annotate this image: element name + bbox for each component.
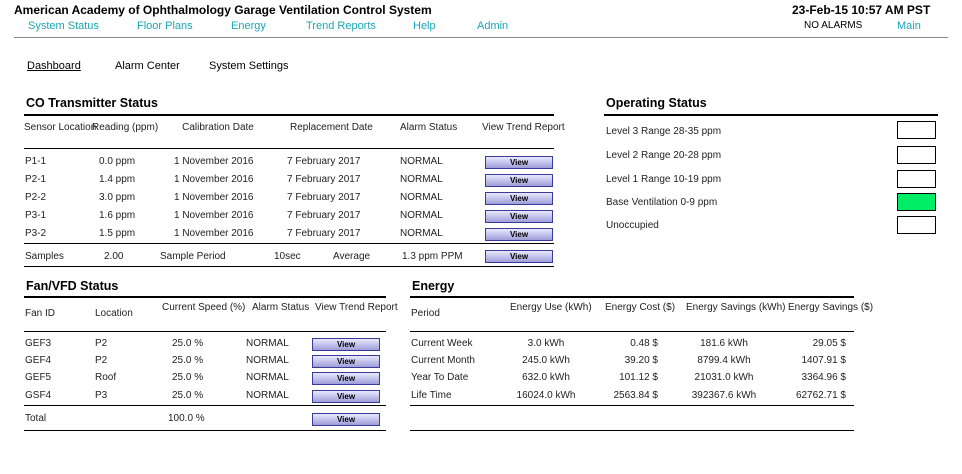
- operating-level3-indicator: [897, 121, 936, 139]
- co-bottom-rule: [24, 266, 554, 267]
- energy-savings-dollars: 29.05 $: [812, 338, 846, 349]
- nav-energy[interactable]: Energy: [231, 20, 266, 32]
- nav-admin[interactable]: Admin: [477, 20, 509, 32]
- co-header-sensor: Sensor Location: [24, 122, 97, 133]
- energy-period: Current Month: [411, 355, 475, 366]
- fan-alarm: NORMAL: [246, 355, 289, 366]
- energy-savings-dollars: 62762.71 $: [795, 390, 846, 401]
- co-view-button[interactable]: View: [485, 156, 553, 169]
- fan-id: GSF4: [25, 390, 52, 401]
- fan-id: GEF3: [25, 338, 52, 349]
- alarm-status[interactable]: NO ALARMS: [804, 20, 863, 31]
- fan-section-title: Fan/VFD Status: [26, 279, 119, 293]
- fan-total-rule: [24, 405, 386, 406]
- co-sensor: P3-1: [25, 210, 47, 221]
- energy-header-cost: Energy Cost ($): [605, 302, 676, 313]
- operating-base-label: Base Ventilation 0-9 ppm: [606, 197, 718, 208]
- fan-location: Roof: [95, 372, 117, 383]
- energy-savings-dollars: 3364.96 $: [801, 372, 846, 383]
- co-header-calibration: Calibration Date: [182, 122, 254, 133]
- co-samples-value: 2.00: [104, 251, 124, 262]
- co-summary-rule: [24, 243, 554, 244]
- fan-alarm: NORMAL: [246, 338, 289, 349]
- fan-id: GEF5: [25, 372, 52, 383]
- co-alarm: NORMAL: [400, 174, 443, 185]
- operating-level2-label: Level 2 Range 20-28 ppm: [606, 150, 722, 161]
- co-calibration: 1 November 2016: [174, 156, 254, 167]
- fan-location: P3: [95, 390, 108, 401]
- energy-header-savings-dollars: Energy Savings ($): [788, 302, 874, 313]
- co-sensor: P3-2: [25, 228, 47, 239]
- energy-cost: 2563.84 $: [613, 390, 658, 401]
- fan-total-view-button[interactable]: View: [312, 413, 380, 426]
- co-view-button[interactable]: View: [485, 228, 553, 241]
- co-header-trend: View Trend Report: [482, 122, 565, 133]
- co-calibration: 1 November 2016: [174, 228, 254, 239]
- energy-cost: 101.12 $: [619, 372, 658, 383]
- nav-help[interactable]: Help: [413, 20, 436, 32]
- fan-header-id: Fan ID: [25, 308, 56, 319]
- energy-section-title: Energy: [412, 279, 455, 293]
- fan-speed: 25.0 %: [172, 372, 204, 383]
- energy-use: 3.0 kWh: [527, 338, 565, 349]
- fan-alarm: NORMAL: [246, 372, 289, 383]
- fan-speed: 25.0 %: [172, 355, 204, 366]
- fan-view-button[interactable]: View: [312, 390, 380, 403]
- co-average-label: Average: [333, 251, 371, 262]
- energy-savings-kwh: 181.6 kWh: [700, 338, 748, 349]
- co-alarm: NORMAL: [400, 210, 443, 221]
- co-sample-period-label: Sample Period: [160, 251, 226, 262]
- co-replacement: 7 February 2017: [287, 174, 361, 185]
- co-replacement: 7 February 2017: [287, 210, 361, 221]
- co-replacement: 7 February 2017: [287, 156, 361, 167]
- header-divider: [14, 37, 948, 38]
- energy-use: 632.0 kWh: [522, 372, 570, 383]
- co-average-value: 1.3 ppm PPM: [402, 251, 463, 262]
- fan-alarm: NORMAL: [246, 390, 289, 401]
- co-reading: 1.5 ppm: [99, 228, 136, 239]
- energy-use: 245.0 kWh: [522, 355, 570, 366]
- energy-mid-rule: [410, 405, 854, 406]
- energy-cost: 39.20 $: [624, 355, 658, 366]
- energy-savings-kwh: 8799.4 kWh: [697, 355, 751, 366]
- co-samples-label: Samples: [25, 251, 64, 262]
- energy-cost: 0.48 $: [630, 338, 658, 349]
- operating-base-indicator: [897, 193, 936, 211]
- energy-header-savings-kwh: Energy Savings (kWh): [686, 302, 786, 313]
- co-alarm: NORMAL: [400, 156, 443, 167]
- operating-top-rule: [604, 114, 938, 116]
- operating-level3-label: Level 3 Range 28-35 ppm: [606, 126, 722, 137]
- nav-floor-plans[interactable]: Floor Plans: [137, 20, 193, 32]
- fan-total-label: Total: [25, 413, 47, 424]
- operating-level1-label: Level 1 Range 10-19 ppm: [606, 174, 722, 185]
- nav-system-status[interactable]: System Status: [28, 20, 99, 32]
- fan-view-button[interactable]: View: [312, 338, 380, 351]
- co-section-title: CO Transmitter Status: [26, 96, 158, 110]
- energy-savings-kwh: 392367.6 kWh: [691, 390, 757, 401]
- co-calibration: 1 November 2016: [174, 210, 254, 221]
- co-header-reading: Reading (ppm): [92, 122, 159, 133]
- fan-header-trend: View Trend Report: [315, 302, 398, 313]
- fan-header-alarm: Alarm Status: [252, 302, 310, 313]
- co-header-alarm: Alarm Status: [400, 122, 458, 133]
- co-calibration: 1 November 2016: [174, 192, 254, 203]
- operating-unoccupied-label: Unoccupied: [606, 220, 659, 231]
- fan-header-rule: [24, 331, 386, 332]
- nav-main[interactable]: Main: [897, 20, 921, 32]
- energy-header-use: Energy Use (kWh): [510, 302, 592, 313]
- energy-header-rule: [410, 331, 854, 332]
- fan-total-value: 100.0 %: [168, 413, 205, 424]
- energy-period: Life Time: [411, 390, 452, 401]
- fan-location: P2: [95, 338, 108, 349]
- co-replacement: 7 February 2017: [287, 192, 361, 203]
- energy-bottom-rule: [410, 430, 854, 431]
- subnav-system-settings[interactable]: System Settings: [209, 60, 289, 72]
- energy-period: Current Week: [411, 338, 473, 349]
- fan-view-button[interactable]: View: [312, 355, 380, 368]
- co-calibration: 1 November 2016: [174, 174, 254, 185]
- page-title: American Academy of Ophthalmology Garage Ventilation Control System: [14, 3, 432, 17]
- co-alarm: NORMAL: [400, 192, 443, 203]
- nav-trend-reports[interactable]: Trend Reports: [306, 20, 376, 32]
- operating-level1-indicator: [897, 170, 936, 188]
- subnav-alarm-center[interactable]: Alarm Center: [115, 60, 180, 72]
- fan-speed: 25.0 %: [172, 338, 204, 349]
- co-sensor: P1-1: [25, 156, 47, 167]
- co-view-button[interactable]: View: [485, 192, 553, 205]
- energy-use: 16024.0 kWh: [516, 390, 576, 401]
- co-view-button[interactable]: View: [485, 174, 553, 187]
- energy-period: Year To Date: [411, 372, 469, 383]
- co-top-rule: [24, 114, 554, 116]
- fan-header-location: Location: [95, 308, 133, 319]
- energy-savings-dollars: 1407.91 $: [801, 355, 846, 366]
- operating-section-title: Operating Status: [606, 96, 707, 110]
- co-replacement: 7 February 2017: [287, 228, 361, 239]
- co-header-rule: [24, 148, 554, 149]
- operating-level2-indicator: [897, 146, 936, 164]
- fan-top-rule: [24, 296, 386, 298]
- fan-view-button[interactable]: View: [312, 372, 380, 385]
- co-view-button[interactable]: View: [485, 210, 553, 223]
- fan-speed: 25.0 %: [172, 390, 204, 401]
- energy-top-rule: [410, 296, 854, 298]
- co-reading: 3.0 ppm: [99, 192, 136, 203]
- fan-location: P2: [95, 355, 108, 366]
- energy-header-period: Period: [411, 308, 440, 319]
- fan-id: GEF4: [25, 355, 52, 366]
- co-sensor: P2-1: [25, 174, 47, 185]
- co-reading: 1.6 ppm: [99, 210, 136, 221]
- datetime: 23-Feb-15 10:57 AM PST: [792, 3, 931, 17]
- operating-unoccupied-indicator: [897, 216, 936, 234]
- co-summary-view-button[interactable]: View: [485, 250, 553, 263]
- co-reading: 1.4 ppm: [99, 174, 136, 185]
- energy-savings-kwh: 21031.0 kWh: [694, 372, 754, 383]
- co-sensor: P2-2: [25, 192, 47, 203]
- co-alarm: NORMAL: [400, 228, 443, 239]
- co-sample-period-value: 10sec: [274, 251, 301, 262]
- co-header-replacement: Replacement Date: [290, 122, 373, 133]
- co-reading: 0.0 ppm: [99, 156, 136, 167]
- fan-header-speed: Current Speed (%): [162, 302, 246, 313]
- fan-bottom-rule: [24, 430, 386, 431]
- subnav-dashboard[interactable]: Dashboard: [27, 60, 81, 72]
